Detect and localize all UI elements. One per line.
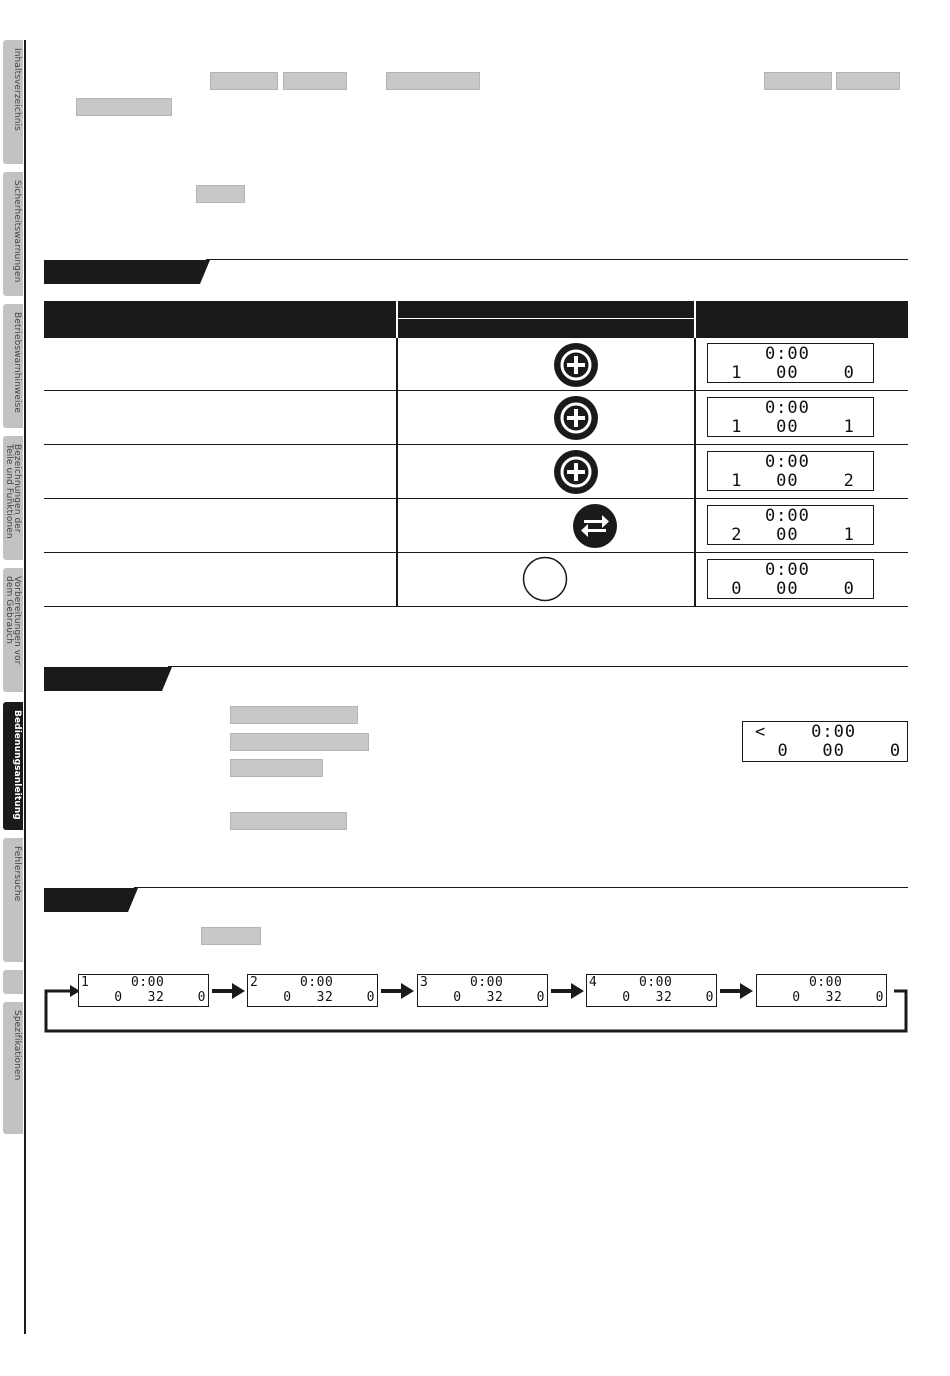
display-line-bottom: 0 32 0 — [759, 990, 884, 1005]
table-column-line — [694, 338, 696, 606]
display-line-bottom: 0 00 0 — [720, 579, 855, 599]
display-line-bottom: 1 00 0 — [720, 363, 855, 383]
section-2-rule — [168, 666, 908, 667]
redacted-text-chip — [230, 759, 323, 777]
redacted-text-chip — [230, 733, 369, 751]
redacted-text-chip — [764, 72, 832, 90]
redacted-text-chip — [230, 706, 358, 724]
section-3-header-slant — [124, 888, 138, 912]
display-line-top: 0:00 — [720, 506, 810, 526]
redacted-text-chip — [283, 72, 347, 90]
display-line-bottom: 1 00 1 — [720, 417, 855, 437]
side-tab-preparation[interactable] — [3, 568, 23, 692]
display-line-bottom: 0 32 0 — [589, 990, 714, 1005]
side-tab-label: Sicherheitswarnungen — [12, 180, 22, 283]
table-display — [707, 559, 874, 599]
side-tab-label: Fehlersuche — [12, 846, 22, 902]
section-1-rule — [206, 259, 908, 260]
table-display — [707, 451, 874, 491]
table-display — [707, 397, 874, 437]
display-line-top: 2 0:00 — [250, 975, 334, 990]
side-tab-troubleshooting[interactable] — [3, 838, 23, 962]
right-arrow-icon — [720, 982, 754, 1000]
swap-arrows-icon — [572, 503, 618, 549]
side-tab-blank[interactable] — [3, 970, 23, 994]
table-header-subdivider — [398, 318, 694, 319]
side-tab-label: Inhaltsverzeichnis — [12, 48, 22, 131]
display-line-bottom: 0 32 0 — [420, 990, 545, 1005]
table-row-line — [44, 390, 908, 391]
section-3-rule — [134, 887, 908, 888]
side-tab-rule — [24, 40, 26, 1334]
cycle-display — [756, 974, 887, 1007]
display-line-bottom: 0 32 0 — [250, 990, 375, 1005]
section-1-header-slant — [196, 260, 210, 284]
display-line-top: 0:00 — [720, 398, 810, 418]
side-tab-operation[interactable] — [3, 702, 23, 830]
redacted-text-chip — [196, 185, 245, 203]
side-tab-operating-notes[interactable] — [3, 304, 23, 428]
right-arrow-icon — [381, 982, 415, 1000]
section-3-header-bar — [44, 888, 128, 912]
display-line-top: 4 0:00 — [589, 975, 673, 990]
table-display — [707, 343, 874, 383]
side-tab-safety[interactable] — [3, 172, 23, 296]
table-row-line — [44, 498, 908, 499]
display-line-top: < 0:00 — [755, 722, 857, 742]
display-line-bottom: 1 00 2 — [720, 471, 855, 491]
table-header — [44, 301, 908, 338]
section-2-display — [742, 721, 908, 762]
section-2-header-bar — [44, 667, 162, 691]
table-row-line — [44, 606, 908, 607]
right-arrow-icon — [551, 982, 585, 1000]
redacted-text-chip — [836, 72, 900, 90]
table-header-divider — [396, 301, 398, 338]
redacted-text-chip — [201, 927, 261, 945]
table-column-line — [396, 338, 398, 606]
section-1-header-bar — [44, 260, 200, 284]
plus-circle-icon — [553, 395, 599, 441]
display-line-top: 0:00 — [720, 452, 810, 472]
table-display — [707, 505, 874, 545]
display-line-top: 3 0:00 — [420, 975, 504, 990]
side-tab-label: Bezeichnungen der Teile und Funktionen — [4, 444, 22, 539]
display-line-bottom: 0 32 0 — [81, 990, 206, 1005]
table-header-divider — [694, 301, 696, 338]
display-line-top: 0:00 — [720, 344, 810, 364]
display-line-top: 0:00 — [759, 975, 843, 990]
cycle-display — [247, 974, 378, 1007]
redacted-text-chip — [210, 72, 278, 90]
empty-circle-icon — [522, 556, 568, 602]
side-tab-contents[interactable] — [3, 40, 23, 164]
side-tab-label: Vorbereitungen vor dem Gebrauch — [4, 576, 22, 665]
plus-circle-icon — [553, 342, 599, 388]
display-line-bottom: 0 00 0 — [755, 741, 902, 761]
redacted-text-chip — [386, 72, 480, 90]
display-line-top: 0:00 — [720, 560, 810, 580]
display-line-bottom: 2 00 1 — [720, 525, 855, 545]
side-tab-label: Bedienungsanleitung — [12, 710, 22, 820]
cycle-display — [586, 974, 717, 1007]
plus-circle-icon — [553, 449, 599, 495]
redacted-text-chip — [76, 98, 172, 116]
cycle-display — [417, 974, 548, 1007]
display-line-top: 1 0:00 — [81, 975, 165, 990]
side-tab-specifications[interactable] — [3, 1002, 23, 1134]
right-arrow-icon — [212, 982, 246, 1000]
side-tab-label: Betriebswarnhinweise — [12, 312, 22, 414]
cycle-display — [78, 974, 209, 1007]
table-row-line — [44, 444, 908, 445]
redacted-text-chip — [230, 812, 347, 830]
side-tab-parts[interactable] — [3, 436, 23, 560]
section-2-header-slant — [158, 667, 172, 691]
side-tab-label: Spezifikationen — [12, 1010, 22, 1081]
table-row-line — [44, 552, 908, 553]
